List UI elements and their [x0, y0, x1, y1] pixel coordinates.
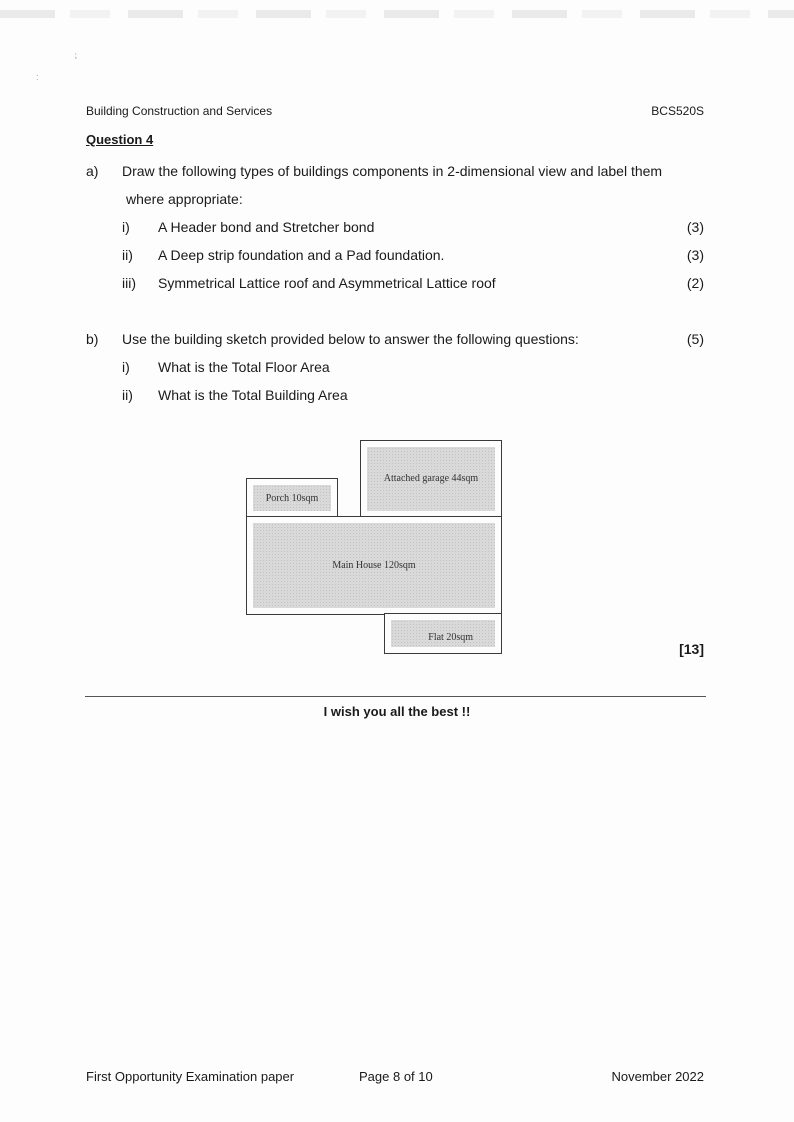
scan-speck: : [36, 72, 39, 82]
course-name: Building Construction and Services [86, 104, 273, 118]
part-b-item-text: What is the Total Building Area [158, 387, 348, 403]
part-a-item-number: iii) [122, 275, 136, 291]
part-b-letter: b) [86, 331, 99, 347]
question-title: Question 4 [86, 132, 154, 147]
scan-speck: ⁏ [74, 50, 78, 60]
part-a-item-marks: (3) [686, 247, 704, 263]
part-a-item-text: Symmetrical Lattice roof and Asymmetrical Lattice roof [158, 275, 496, 291]
footer-date: November 2022 [611, 1069, 704, 1084]
part-a-item-number: i) [122, 219, 130, 235]
divider-line [85, 696, 706, 697]
flat-label: Flat 20sqm [428, 632, 473, 643]
part-a-item-number: ii) [122, 247, 133, 263]
part-a-instruction-cont: where appropriate: [126, 191, 243, 207]
course-code: BCS520S [651, 104, 704, 118]
question-total-marks: [13] [679, 641, 704, 657]
porch-label: Porch 10sqm [265, 492, 319, 504]
part-b-item-number: i) [122, 359, 130, 375]
part-a-letter: a) [86, 163, 99, 179]
part-b-item-number: ii) [122, 387, 133, 403]
footer-page-number: Page 8 of 10 [359, 1069, 433, 1084]
main-house-room [246, 516, 502, 615]
closing-message: I wish you all the best !! [323, 704, 471, 719]
footer-paper-title: First Opportunity Examination paper [86, 1069, 295, 1084]
part-a-item-marks: (2) [686, 275, 704, 291]
part-a-item-text: A Header bond and Stretcher bond [158, 219, 375, 235]
part-a-item-text: A Deep strip foundation and a Pad foundation. [158, 247, 445, 263]
part-b-item-text: What is the Total Floor Area [158, 359, 330, 375]
part-a-item-marks: (3) [686, 219, 704, 235]
scan-artifact-line [0, 10, 794, 18]
part-a-instruction: Draw the following types of buildings components in 2-dimensional view and label them [122, 163, 663, 179]
main-house-label: Main House 120sqm [332, 560, 416, 571]
porch-room [246, 478, 338, 518]
part-b-marks: (5) [686, 331, 704, 347]
garage-room [360, 440, 502, 518]
part-b-instruction: Use the building sketch provided below to answer the following questions: [122, 331, 579, 347]
garage-label: Attached garage 44sqm [383, 473, 479, 484]
flat-room [384, 613, 502, 654]
